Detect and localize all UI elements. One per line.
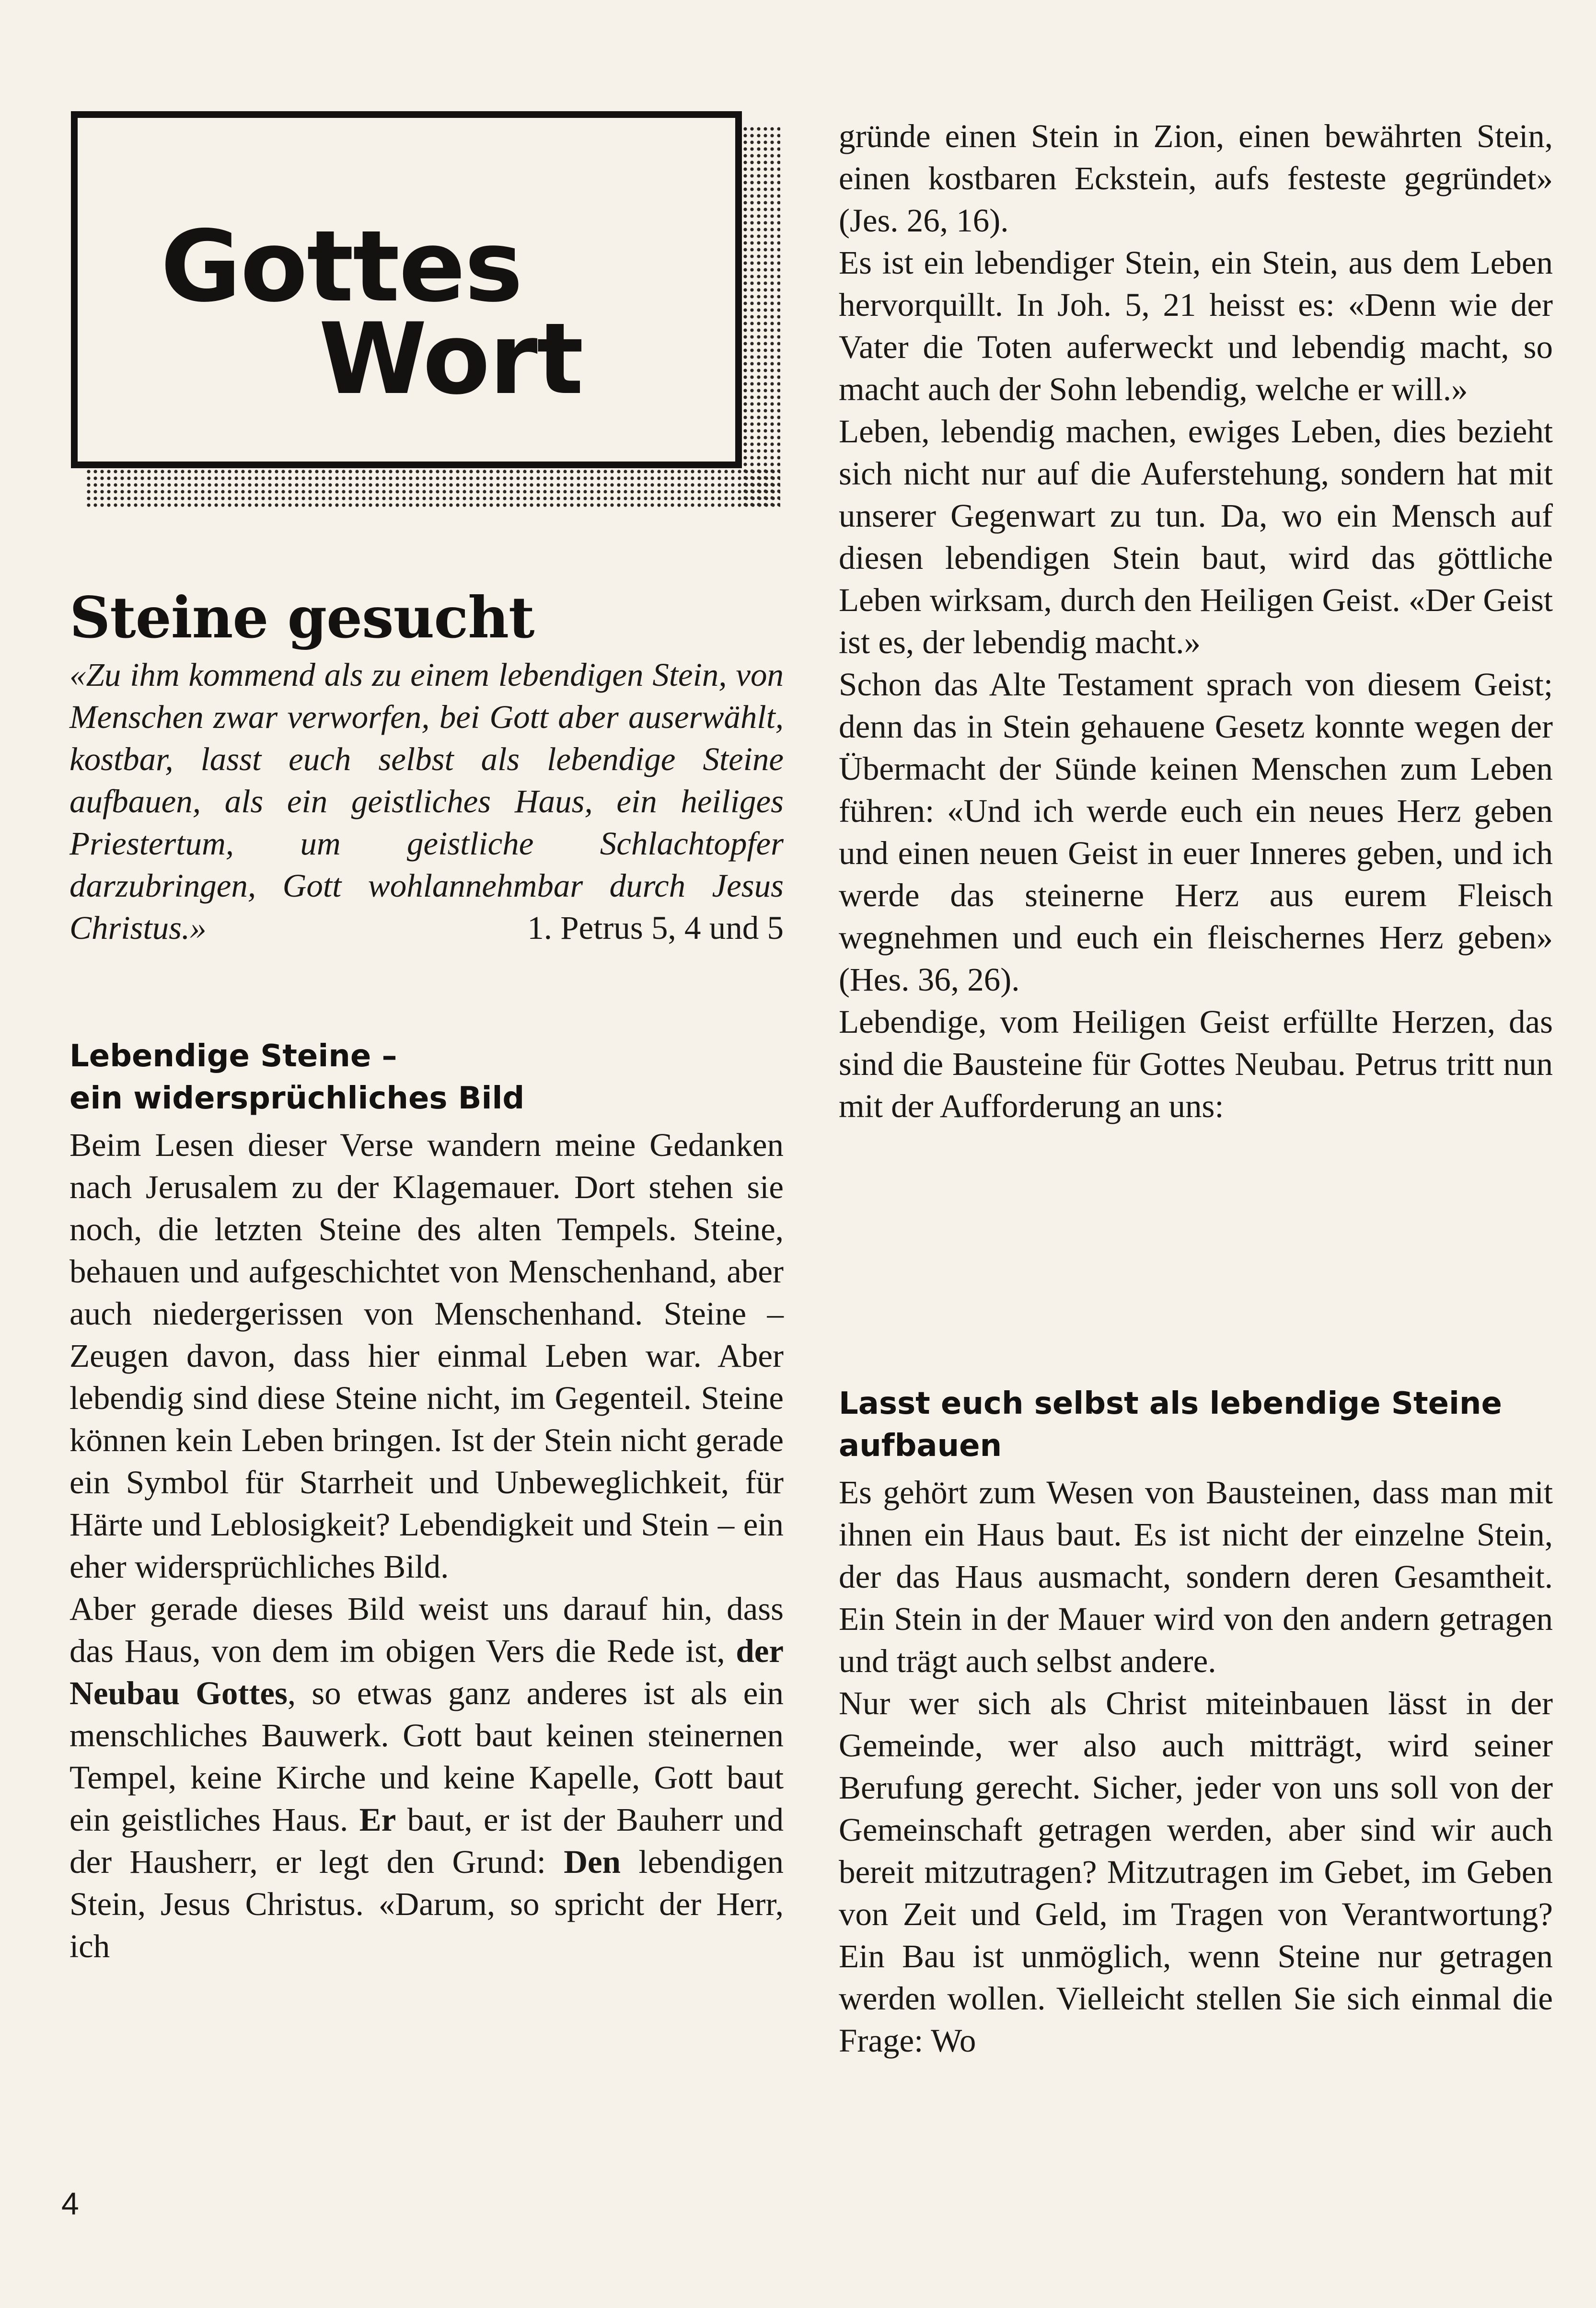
paragraph [69, 1588, 784, 1967]
article-headline: Steine gesucht [69, 584, 534, 651]
section-heading-line1: Lebendige Steine – [69, 1039, 397, 1074]
emphasis-text: Den [564, 1844, 621, 1880]
bible-quote [69, 654, 784, 949]
emphasis-text: Er [359, 1801, 396, 1838]
body-text-column2 [839, 115, 1553, 1127]
paragraph: Leben, lebendig machen, ewiges Leben, dies bezieht sich nicht nur auf die Auferstehung, sondern hat mit unserer Gegenwart zu tun. Da, wo ein Mensch auf diesen lebendigen Stein baut, wird das göttliche Leben wirksam, durch den Heiligen Geist. «Der Geist ist es, der lebendig macht.» [839, 413, 1553, 660]
section-heading [69, 1035, 784, 1119]
paragraph: gründe einen Stein in Zion, einen bewährten Stein, einen kostbaren Eckstein, aufs festeste gegründet» (Jes. 26, 16). [839, 118, 1553, 239]
emphasis-text: der Neubau Gottes [69, 1633, 784, 1711]
quote-reference: 1. Petrus 5, 4 und 5 [527, 910, 784, 946]
page-number: 4 [61, 2186, 79, 2221]
masthead-shadow [85, 468, 780, 509]
body-text-column1 [69, 1124, 784, 1967]
paragraph: Es gehört zum Wesen von Bausteinen, dass man mit ihnen ein Haus baut. Es ist nicht der einzelne Stein, der das Haus ausmacht, sondern deren Gesamtheit. Ein Stein in der Mauer wird von den andern getragen und trägt auch selbst andere. [839, 1474, 1553, 1679]
quote-text: «Zu ihm kommend als zu einem lebendigen Stein, von Menschen zwar verworfen, bei Gott aber auserwählt, kostbar, lasst euch selbst als lebendige Steine aufbauen, als ein geistliches Haus, ein heiliges Priestertum, um geistliche Schlachtopfer darzubringen, Gott wohlannehmbar durch Jesus Christus.» [69, 657, 784, 946]
paragraph: Nur wer sich als Christ miteinbauen lässt in der Gemeinde, wer also auch mitträgt, wird seiner Berufung gerecht. Sicher, jeder von uns soll von der Gemeinschaft getragen werden, aber sind wir auch bereit mitzutragen? Mitzutragen im Gebet, im Geben von Zeit und Geld, im Tragen von Verantwortung? Ein Bau ist unmöglich, wenn Steine nur getragen werden wollen. Vielleicht stellen Sie sich einmal die Frage: Wo [839, 1685, 1553, 2059]
paragraph: Es ist ein lebendiger Stein, ein Stein, aus dem Leben hervorquillt. In Joh. 5, 21 heisst es: «Denn wie der Vater die Toten auferweckt und lebendig macht, so macht auch der Sohn lebendig, welche er will.» [839, 244, 1553, 407]
paragraph-text: , so etwas ganz anderes ist als ein menschliches Bauwerk. Gott baut keinen steinernen Tempel, keine Kirche und keine Kapelle, Gott baut ein geistliches Haus. [69, 1675, 784, 1838]
paragraph: Lebendige, vom Heiligen Geist erfüllte Herzen, das sind die Bausteine für Gottes Neubau. Petrus tritt nun mit der Aufforderung an uns: [839, 1004, 1553, 1124]
paragraph-text: baut, er ist der Bauherr und der Hausherr, er legt den Grund: [69, 1801, 784, 1880]
paragraph: Schon das Alte Testament sprach von diesem Geist; denn das in Stein gehauene Gesetz konnte wegen der Übermacht der Sünde keinen Menschen zum Leben führen: «Und ich werde euch ein neues Herz geben und einen neuen Geist in euer Inneres geben, und ich werde das steinerne Herz aus eurem Fleisch wegnehmen und euch ein fleischernes Herz geben» (Hes. 36, 26). [839, 666, 1553, 998]
masthead-title-line1: Gottes [161, 210, 522, 324]
section-heading-line2: ein widersprüchliches Bild [69, 1081, 525, 1116]
paragraph: Beim Lesen dieser Verse wandern meine Gedanken nach Jerusalem zu der Klagemauer. Dort stehen sie noch, die letzten Steine des alten Tempels. Steine, behauen und aufgeschichtet von Menschenhand, aber auch niedergerissen von Menschenhand. Steine – Zeugen davon, dass hier einmal Leben war. Aber lebendig sind diese Steine nicht, im Gegenteil. Steine können kein Leben bringen. Ist der Stein nicht gerade ein Symbol für Starrheit und Unbeweglichkeit, für Härte und Leblosigkeit? Lebendigkeit und Stein – ein eher widersprüchliches Bild. [69, 1127, 784, 1585]
paragraph-text: lebendigen Stein, Jesus Christus. «Darum, so spricht der Herr, ich [69, 1844, 784, 1964]
masthead-shadow [742, 126, 780, 509]
masthead-title-line2: Wort [319, 302, 583, 416]
section-heading: Lasst euch selbst als lebendige Steine aufbauen [839, 1386, 1502, 1464]
paragraph-text: Aber gerade dieses Bild weist uns darauf hin, dass das Haus, von dem im obigen Vers die Rede ist, [69, 1591, 784, 1669]
body-text-column2-lower [839, 1471, 1553, 2062]
